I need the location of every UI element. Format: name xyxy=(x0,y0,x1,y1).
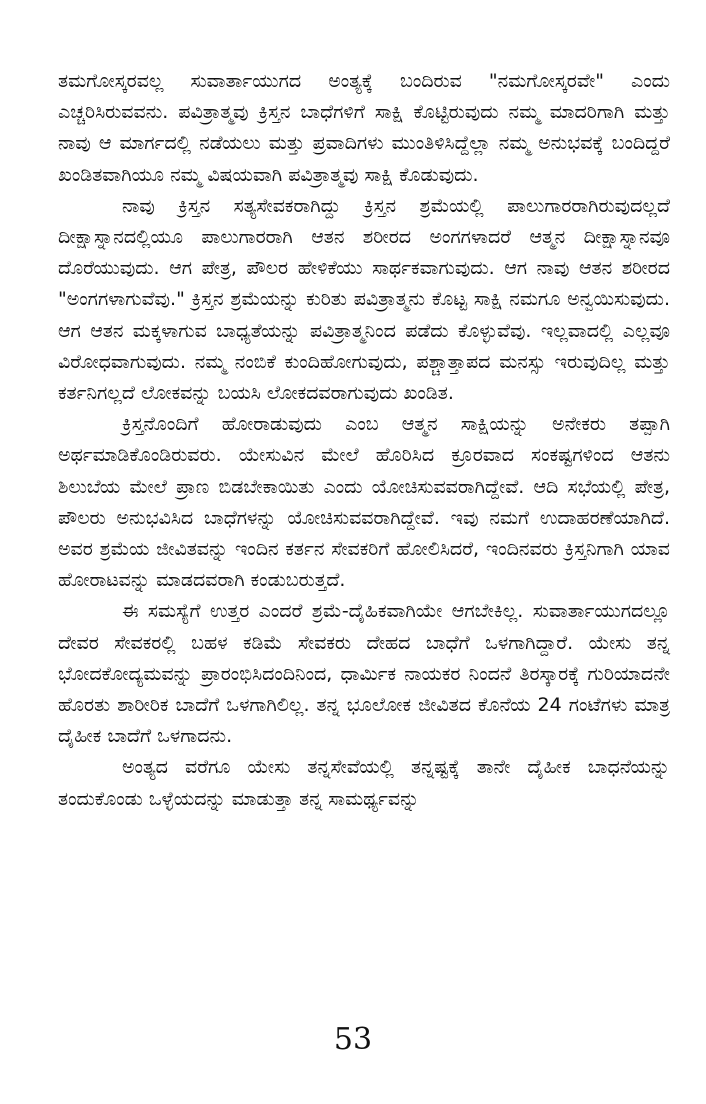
paragraph-2: ನಾವು ಕ್ರಿಸ್ತನ ಸತ್ಯಸೇವಕರಾಗಿದ್ದು ಕ್ರಿಸ್ತನ ಶ್ರಮೆಯಲ್ಲಿ ಪಾಲುಗಾರರಾಗಿರುವುದಲ್ಲದೆ ದೀಕ್ಷಾಸ್ನಾನದಲ್ಲಿಯೂ ಪಾಲುಗಾರರಾಗಿ ಆತನ ಶರೀರದ ಅಂಗಗಳಾದರೆ ಆತ್ಮನ ದೀಕ್ಷಾಸ್ನಾನವೂ ದೊರೆಯುವುದು. ಆಗ ಪೇತ್ರ, ಪೌಲರ ಹೇಳಿಕೆಯು ಸಾರ್ಥಕವಾಗುವುದು. ಆಗ ನಾವು ಆತನ ಶರೀರದ "ಅಂಗಗಳಾಗುವೆವು." ಕ್ರಿಸ್ತನ ಶ್ರಮೆಯನ್ನು ಕುರಿತು ಪವಿತ್ರಾತ್ಮನು ಕೊಟ್ಟ ಸಾಕ್ಷಿ ನಮಗೂ ಅನ್ವಯಿಸುವುದು. ಆಗ ಆತನ ಮಕ್ಕಳಾಗುವ ಬಾಧ್ಯತೆಯನ್ನು ಪವಿತ್ರಾತ್ಮನಿಂದ ಪಡೆದು ಕೊಳ್ಳುವೆವು. ಇಲ್ಲವಾದಲ್ಲಿ ಎಲ್ಲವೂ ವಿರೋಧವಾಗುವುದು. ನಮ್ಮ ನಂಬಿಕೆ ಕುಂದಿಹೋಗುವುದು, ಪಶ್ಚಾತ್ತಾಪದ ಮನಸ್ಸು ಇರುವುದಿಲ್ಲ ಮತ್ತು ಕರ್ತನಿಗಲ್ಲದೆ ಲೋಕವನ್ನು ಬಯಸಿ ಲೋಕದವರಾಗುವುದು ಖಂಡಿತ. xyxy=(58,194,670,405)
page-number: 53 xyxy=(333,1022,373,1057)
paragraph-1: ತಮಗೋಸ್ಕರವಲ್ಲ ಸುವಾರ್ತಾಯುಗದ ಅಂತ್ಯಕ್ಕೆ ಬಂದಿರುವ "ನಮಗೋಸ್ಕರವೇ" ಎಂದು ಎಚ್ಚರಿಸಿರುವವನು. ಪವಿತ್ರಾತ್ಮವು ಕ್ರಿಸ್ತನ ಬಾಧೆಗಳಿಗೆ ಸಾಕ್ಷಿ ಕೊಟ್ಟಿರುವುದು ನಮ್ಮ ಮಾದರಿಗಾಗಿ ಮತ್ತು ನಾವು ಆ ಮಾರ್ಗದಲ್ಲಿ ನಡೆಯಲು ಮತ್ತು ಪ್ರವಾದಿಗಳು ಮುಂತಿಳಿಸಿದ್ದೆಲ್ಲಾ ನಮ್ಮ ಅನುಭವಕ್ಕೆ ಬಂದಿದ್ದರೆ ಖಂಡಿತವಾಗಿಯೂ ನಮ್ಮ ವಿಷಯವಾಗಿ ಪವಿತ್ರಾತ್ಮವು ಸಾಕ್ಷಿ ಕೊಡುವುದು. xyxy=(58,70,670,186)
body-text xyxy=(58,66,670,815)
paragraph-3: ಕ್ರಿಸ್ತನೊಂದಿಗೆ ಹೋರಾಡುವುದು ಎಂಬ ಆತ್ಮನ ಸಾಕ್ಷಿಯನ್ನು ಅನೇಕರು ತಪ್ಪಾಗಿ ಅರ್ಥಮಾಡಿಕೊಂಡಿರುವರು. ಯೇಸುವಿನ ಮೇಲೆ ಹೊರಿಸಿದ ಕ್ರೂರವಾದ ಸಂಕಷ್ಟಗಳಿಂದ ಆತನು ಶಿಲುಬೆಯ ಮೇಲೆ ಪ್ರಾಣ ಬಿಡಬೇಕಾಯಿತು ಎಂದು ಯೋಚಿಸುವವರಾಗಿದ್ದೇವೆ. ಆದಿ ಸಭೆಯಲ್ಲಿ ಪೇತ್ರ, ಪೌಲರು ಅನುಭವಿಸಿದ ಬಾಧೆಗಳನ್ನು ಯೋಚಿಸುವವರಾಗಿದ್ದೇವೆ. ಇವು ನಮಗೆ ಉದಾಹರಣೆಯಾಗಿದೆ. ಅವರ ಶ್ರಮೆಯ ಜೀವಿತವನ್ನು ಇಂದಿನ ಕರ್ತನ ಸೇವಕರಿಗೆ ಹೋಲಿಸಿದರೆ, ಇಂದಿನವರು ಕ್ರಿಸ್ತನಿಗಾಗಿ ಯಾವ ಹೋರಾಟವನ್ನು ಮಾಡದವರಾಗಿ ಕಂಡುಬರುತ್ತದೆ. xyxy=(58,413,670,592)
paragraph-5: ಅಂತ್ಯದ ವರೆಗೂ ಯೇಸು ತನ್ನಸೇವೆಯಲ್ಲಿ ತನ್ನಷ್ಟಕ್ಕೆ ತಾನೇ ದೈಹೀಕ ಬಾಧನೆಯನ್ನು ತಂದುಕೊಂಡು ಒಳ್ಳೆಯದನ್ನು ಮಾಡುತ್ತಾ ತನ್ನ ಸಾಮರ್ಥ್ಯವನ್ನು xyxy=(58,756,670,810)
paragraph-4: ಈ ಸಮಸ್ಯೆಗೆ ಉತ್ತರ ಎಂದರೆ ಶ್ರಮೆ-ದೈಹಿಕವಾಗಿಯೇ ಆಗಬೇಕಿಲ್ಲ. ಸುವಾರ್ತಾಯುಗದಲ್ಲೂ ದೇವರ ಸೇವಕರಲ್ಲಿ ಬಹಳ ಕಡಿಮೆ ಸೇವಕರು ದೇಹದ ಬಾಧೆಗೆ ಒಳಗಾಗಿದ್ದಾರೆ. ಯೇಸು ತನ್ನ ಭೋದಕೋದ್ಯಮವನ್ನು ಪ್ರಾರಂಭಿಸಿದಂದಿನಿಂದ, ಧಾರ್ಮಿಕ ನಾಯಕರ ನಿಂದನೆ ತಿರಸ್ಕಾರಕ್ಕೆ ಗುರಿಯಾದನೇ ಹೊರತು ಶಾರೀರಿಕ ಬಾದೆಗೆ ಒಳಗಾಗಿಲಿಲ್ಲ. ತನ್ನ ಭೂಲೋಕ ಜೀವಿತದ ಕೊನೆಯ 24 ಗಂಟೆಗಳು ಮಾತ್ರ ದೈಹೀಕ ಬಾದೆಗೆ ಒಳಗಾದನು. xyxy=(58,600,670,748)
